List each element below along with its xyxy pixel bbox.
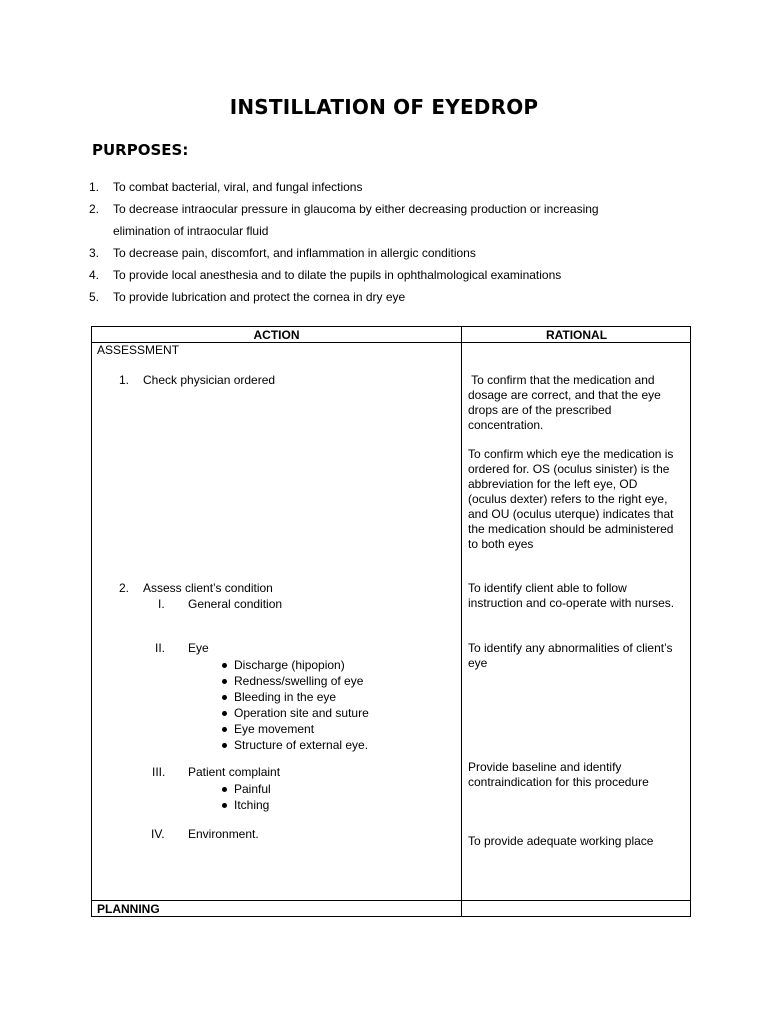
purpose-text: To provide lubrication and protect the cornea in dry eye: [113, 290, 406, 304]
step-check-physician-order: Check physician ordered: [143, 373, 276, 387]
rational-column-header: RATIONAL: [545, 328, 608, 342]
list-item: Redness/swelling of eye: [222, 673, 369, 689]
action-column-header: ACTION: [253, 328, 300, 342]
list-item: Bleeding in the eye: [222, 689, 369, 705]
purposes-heading: PURPOSES:: [92, 141, 189, 159]
rationale-line: to both eyes: [468, 537, 534, 551]
rationale-general-condition: [468, 581, 690, 611]
substep-number: II.: [155, 641, 166, 655]
list-item: Operation site and suture: [222, 705, 369, 721]
purpose-item: [89, 242, 599, 264]
rationale-line: concentration.: [468, 418, 544, 432]
rationale-line: (oculus dexter) refers to the right eye,: [468, 492, 668, 506]
purpose-number: 3.: [89, 246, 100, 260]
rationale-working-place: [468, 834, 690, 849]
purpose-text: To decrease pain, discomfort, and inflammation in allergic conditions: [113, 246, 476, 260]
rationale-line: instruction and co-operate with nurses.: [468, 596, 675, 610]
purpose-text-continued: elimination of intraocular fluid: [113, 224, 269, 238]
purpose-text: To provide local anesthesia and to dilate the pupils in ophthalmological examinations: [113, 268, 562, 282]
list-item: Itching: [222, 797, 271, 813]
purpose-number: 4.: [89, 268, 100, 282]
rationale-confirm-eye: [468, 447, 690, 552]
header-row-divider: [92, 342, 690, 343]
rationale-line: To identify any abnormalities of client’s: [468, 641, 673, 655]
rationale-line: abbreviation for the left eye, OD: [468, 477, 638, 491]
step-number: 1.: [119, 373, 130, 387]
list-item: Structure of external eye.: [222, 737, 369, 753]
document-title: INSTILLATION OF EYEDROP: [229, 95, 539, 119]
purpose-number: 2.: [89, 202, 100, 216]
column-divider: [461, 327, 462, 916]
step-number: 2.: [119, 581, 130, 595]
list-item: Discharge (hipopion): [222, 657, 369, 673]
rationale-line: and OU (oculus uterque) indicates that: [468, 507, 674, 521]
substep-number: III.: [152, 765, 166, 779]
purposes-list: [89, 176, 599, 308]
rationale-line: dosage are correct, and that the eye: [468, 388, 661, 402]
list-item: Painful: [222, 781, 271, 797]
rationale-line: the medication should be administered: [468, 522, 674, 536]
substep-eye: Eye: [188, 641, 209, 655]
eye-checklist: [222, 657, 369, 753]
procedure-table: [91, 326, 691, 917]
rationale-line: drops are of the prescribed: [468, 403, 612, 417]
purpose-item: [89, 176, 599, 198]
substep-environment: Environment.: [188, 827, 259, 841]
rationale-line: To provide adequate working place: [468, 834, 654, 848]
rationale-line: Provide baseline and identify: [468, 760, 622, 774]
purpose-item: [89, 286, 599, 308]
list-item: Eye movement: [222, 721, 369, 737]
purpose-item: [89, 264, 599, 286]
rationale-line: To identify client able to follow: [468, 581, 627, 595]
purpose-number: 5.: [89, 290, 100, 304]
rationale-line: ordered for. OS (oculus sinister) is the: [468, 462, 670, 476]
purpose-item: [89, 198, 599, 242]
substep-number: I.: [158, 597, 165, 611]
substep-patient-complaint: Patient complaint: [188, 765, 281, 779]
rationale-eye-abnormalities: [468, 641, 690, 671]
planning-row-divider: [92, 900, 690, 901]
planning-label: PLANNING: [97, 902, 160, 916]
purpose-text: To decrease intraocular pressure in glaucoma by either decreasing production or increasing: [113, 202, 599, 216]
rationale-line: To confirm that the medication and: [468, 373, 655, 387]
rationale-line: eye: [468, 656, 488, 670]
assessment-label: ASSESSMENT: [97, 343, 180, 357]
purpose-number: 1.: [89, 180, 100, 194]
rationale-confirm-medication: [468, 373, 690, 433]
purpose-text: To combat bacterial, viral, and fungal infections: [113, 180, 363, 194]
substep-general-condition: General condition: [188, 597, 283, 611]
step-assess-condition: Assess client’s condition: [143, 581, 273, 595]
rationale-line: contraindication for this procedure: [468, 775, 649, 789]
substep-number: IV.: [151, 827, 165, 841]
complaint-checklist: [222, 781, 271, 813]
rationale-baseline: [468, 760, 690, 790]
rationale-line: To confirm which eye the medication is: [468, 447, 674, 461]
